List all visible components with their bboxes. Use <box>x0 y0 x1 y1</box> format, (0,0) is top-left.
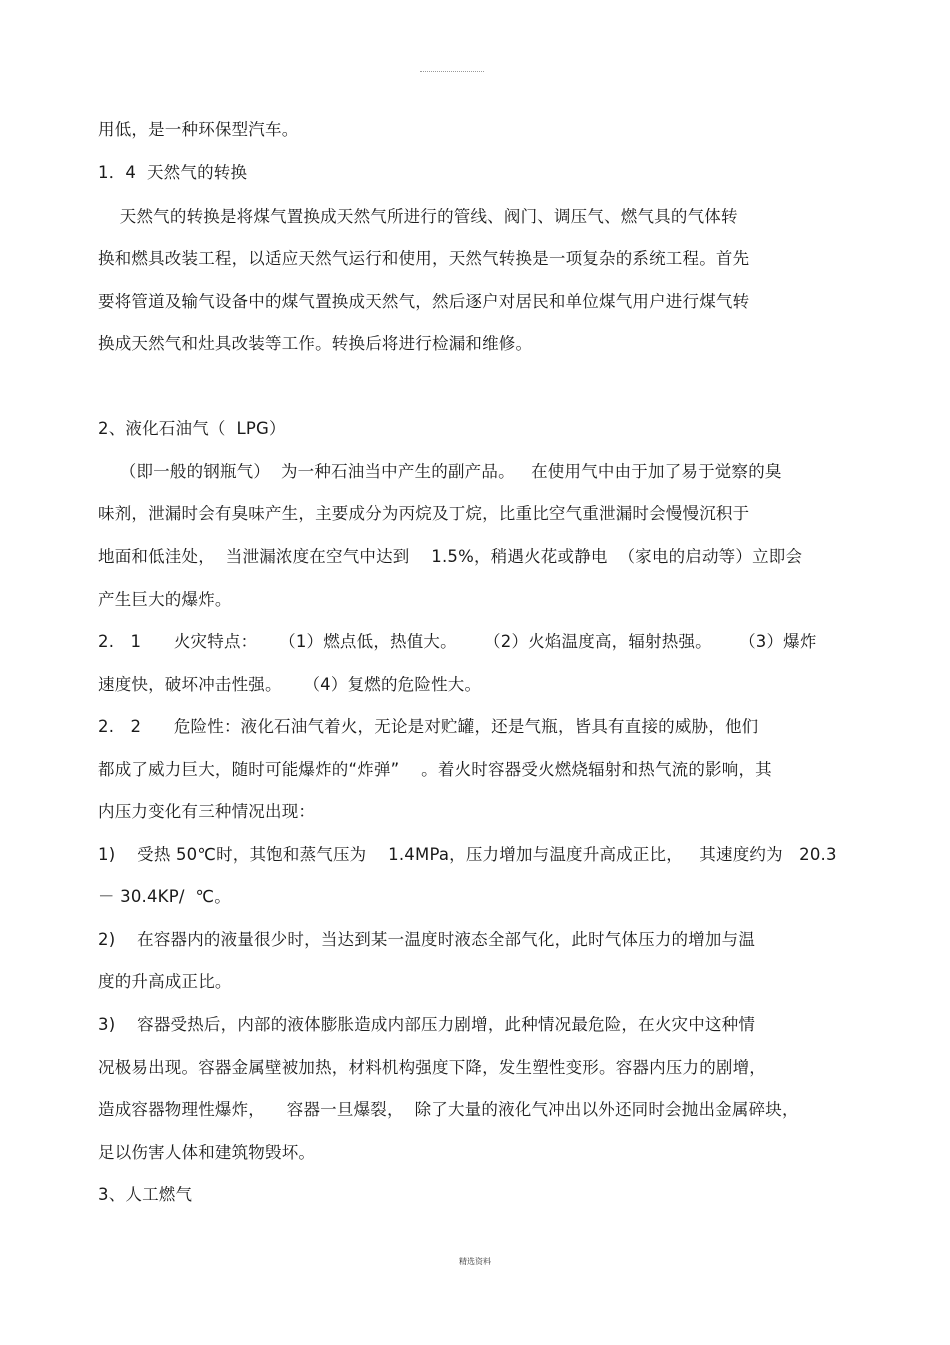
text-line: 度的升高成正比。 <box>98 972 232 991</box>
text-line: 内压力变化有三种情况出现： <box>98 802 316 821</box>
text-line: 速度快，破坏冲击性强。 （4）复燃的危险性大。 <box>98 675 482 694</box>
text-line: 产生巨大的爆炸。 <box>98 590 232 609</box>
text-line: － 30.4KP/ ℃。 <box>98 887 231 906</box>
section-heading: 2、液化石油气（ LPG） <box>98 419 286 438</box>
text-line: 味剂，泄漏时会有臭味产生，主要成分为丙烷及丁烷，比重比空气重泄漏时会慢慢沉积于 <box>98 504 750 523</box>
header-rule <box>420 71 484 72</box>
text-line: 天然气的转换是将煤气置换成天然气所进行的管线、阀门、调压气、燃气具的气体转 <box>98 207 738 226</box>
text-line: 足以伤害人体和建筑物毁坏。 <box>98 1143 316 1162</box>
text-line: 地面和低洼处， 当泄漏浓度在空气中达到 1.5%，稍遇火花或静电 （家电的启动等）立即会 <box>98 547 803 566</box>
list-item: 2) 在容器内的液量很少时，当达到某一温度时液态全部气化，此时气体压力的增加与温 <box>98 930 756 949</box>
text-line: 用低，是一种环保型汽车。 <box>98 120 299 139</box>
subsection-line: 2. 2 危险性：液化石油气着火，无论是对贮罐，还是气瓶，皆具有直接的威胁，他们 <box>98 717 759 736</box>
list-item: 1) 受热 50℃时，其饱和蒸气压为 1.4MPa，压力增加与温度升高成正比， 其速度约为 20.3 <box>98 845 837 864</box>
page-footer: 精选资料 <box>459 1257 491 1266</box>
text-line: 都成了威力巨大，随时可能爆炸的“炸弹” 。着火时容器受火燃烧辐射和热气流的影响，其 <box>98 760 772 779</box>
text-line: 况极易出现。容器金属壁被加热，材料机构强度下降，发生塑性变形。容器内压力的剧增， <box>98 1058 766 1077</box>
subsection-line: 2. 1 火灾特点： （1）燃点低，热值大。 （2）火焰温度高，辐射热强。 （3）爆炸 <box>98 632 817 651</box>
text-line: 造成容器物理性爆炸， 容器一旦爆裂， 除了大量的液化气冲出以外还同时会抛出金属碎块， <box>98 1100 799 1119</box>
text-line: 要将管道及输气设备中的煤气置换成天然气，然后逐户对居民和单位煤气用户进行煤气转 <box>98 292 750 311</box>
text-line: 换成天然气和灶具改装等工作。转换后将进行检漏和维修。 <box>98 334 533 353</box>
list-item: 3) 容器受热后，内部的液体膨胀造成内部压力剧增，此种情况最危险，在火灾中这种情 <box>98 1015 756 1034</box>
text-line: （即一般的钢瓶气） 为一种石油当中产生的副产品。 在使用气中由于加了易于觉察的臭 <box>98 462 782 481</box>
text-line: 换和燃具改装工程，以适应天然气运行和使用，天然气转换是一项复杂的系统工程。首先 <box>98 249 750 268</box>
section-heading: 1．4 天然气的转换 <box>98 163 248 182</box>
section-heading: 3、人工燃气 <box>98 1185 193 1204</box>
